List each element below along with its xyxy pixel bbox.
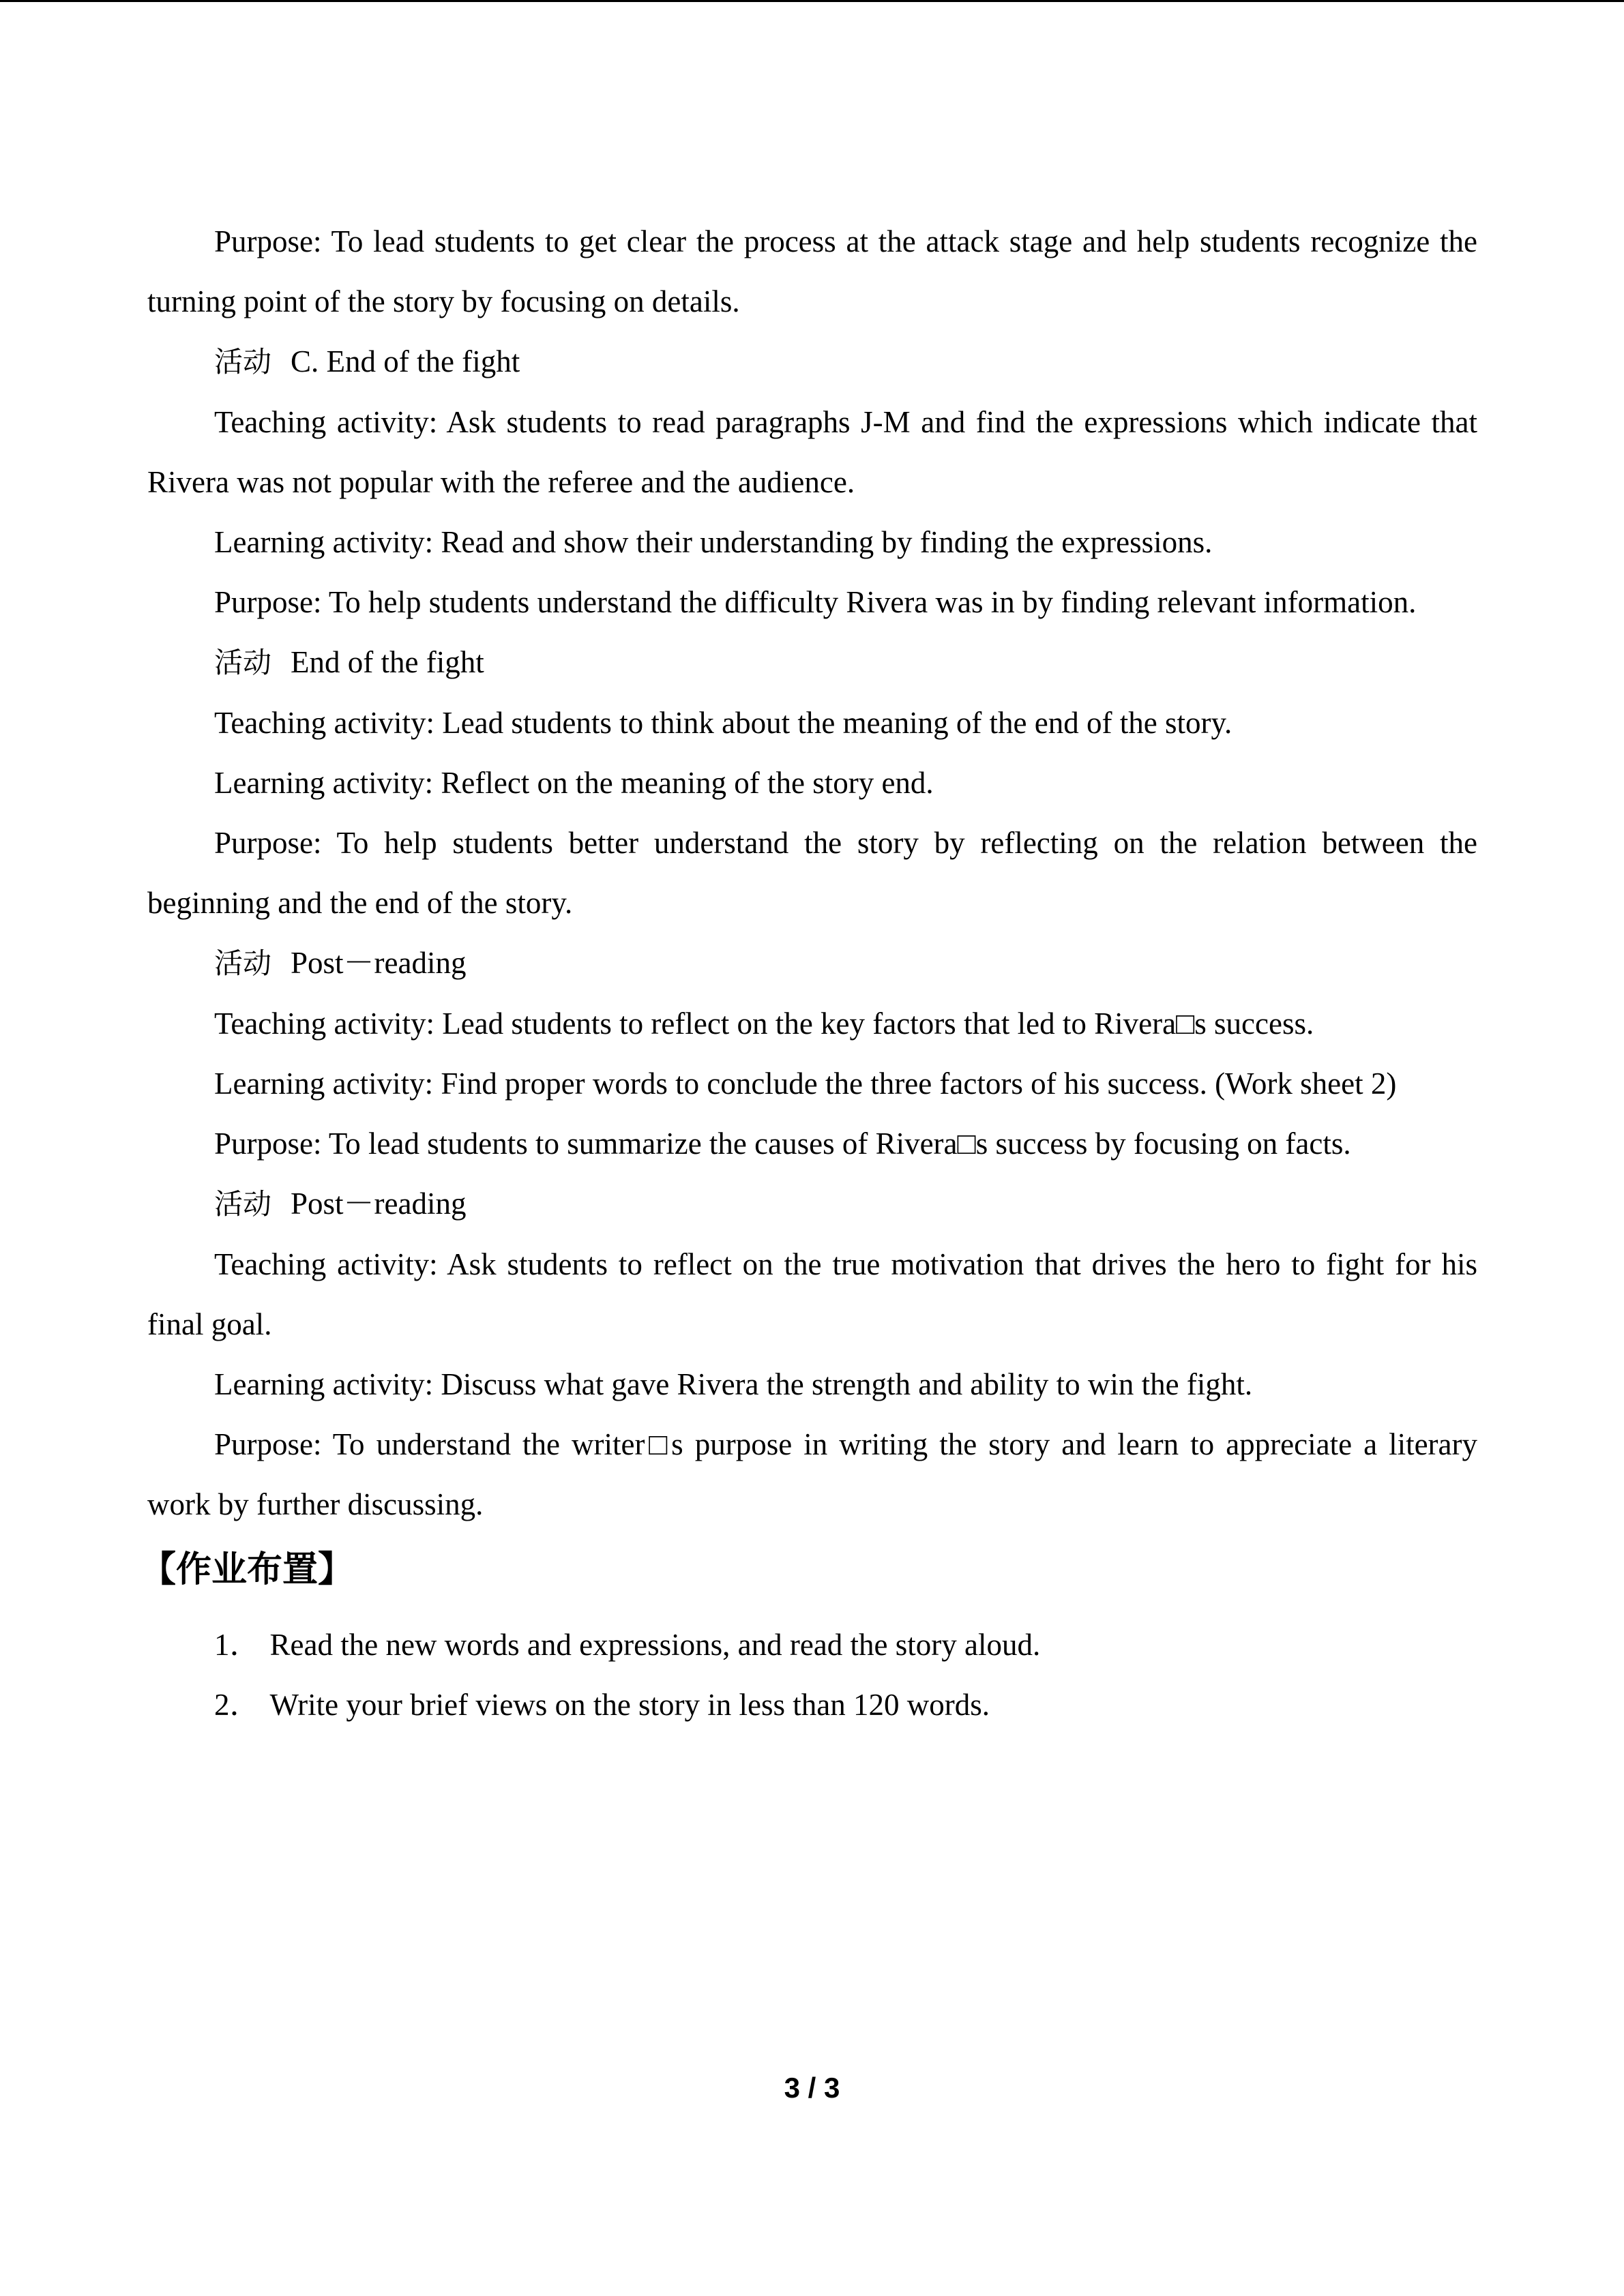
homework-section-title: 【作业布置】 xyxy=(141,1549,354,1590)
paragraph: Learning activity: Read and show their understanding by finding the expressions. xyxy=(214,525,1213,559)
activity-label-cn: 活动 xyxy=(214,946,272,980)
paragraph: Purpose: To help students understand the difficulty Rivera was in by finding relevant information. xyxy=(214,585,1417,619)
activity-label-text: Post－reading xyxy=(291,946,467,980)
document-body xyxy=(141,211,1477,1735)
activity-label-text: Post－reading xyxy=(291,1187,467,1221)
homework-item-text: Read the new words and expressions, and read the story aloud. xyxy=(269,1628,1041,1662)
homework-item-number: 2． xyxy=(214,1688,261,1722)
activity-label xyxy=(147,331,1477,392)
paragraph: Purpose: To lead students to get clear the process at the attack stage and help students recognize the turning point of the story by focusing on details. xyxy=(147,224,1477,318)
homework-item-text: Write your brief views on the story in less than 120 words. xyxy=(269,1688,990,1722)
activity-label-text: End of the fight xyxy=(291,645,484,679)
paragraph: Purpose: To understand the writer□s purpose in writing the story and learn to appreciate a literary work by further discussing. xyxy=(147,1427,1477,1521)
paragraph: Teaching activity: Lead students to think about the meaning of the end of the story. xyxy=(214,706,1232,740)
paragraph: Learning activity: Discuss what gave Rivera the strength and ability to win the fight. xyxy=(214,1367,1253,1401)
homework-item xyxy=(147,1615,1477,1675)
activity-label xyxy=(147,933,1477,994)
activity-label xyxy=(147,1174,1477,1234)
paragraph: Purpose: To lead students to summarize the causes of Rivera□s success by focusing on facts. xyxy=(214,1127,1351,1161)
homework-item xyxy=(147,1675,1477,1735)
activity-label-cn: 活动 xyxy=(214,1187,272,1221)
paragraph: Teaching activity: Ask students to read paragraphs J-M and find the expressions which indicate that Rivera was not popular with the referee and the audience. xyxy=(147,405,1477,499)
paragraph: Teaching activity: Ask students to reflect on the true motivation that drives the hero to fight for his final goal. xyxy=(147,1247,1477,1341)
paragraph: Learning activity: Find proper words to conclude the three factors of his success. (Work sheet 2) xyxy=(214,1067,1397,1101)
paragraph: Teaching activity: Lead students to reflect on the key factors that led to Rivera□s success. xyxy=(214,1007,1314,1041)
homework-item-number: 1． xyxy=(214,1628,261,1662)
paragraph: Purpose: To help students better understand the story by reflecting on the relation between the beginning and the end of the story. xyxy=(147,826,1477,920)
page-number: 3 / 3 xyxy=(784,2072,840,2104)
activity-label-text: C. End of the fight xyxy=(291,344,520,378)
activity-label-cn: 活动 xyxy=(214,345,272,378)
activity-label xyxy=(147,632,1477,693)
activity-label-cn: 活动 xyxy=(214,646,272,679)
page-top-border xyxy=(0,0,1624,2)
paragraph: Learning activity: Reflect on the meaning of the story end. xyxy=(214,766,934,800)
